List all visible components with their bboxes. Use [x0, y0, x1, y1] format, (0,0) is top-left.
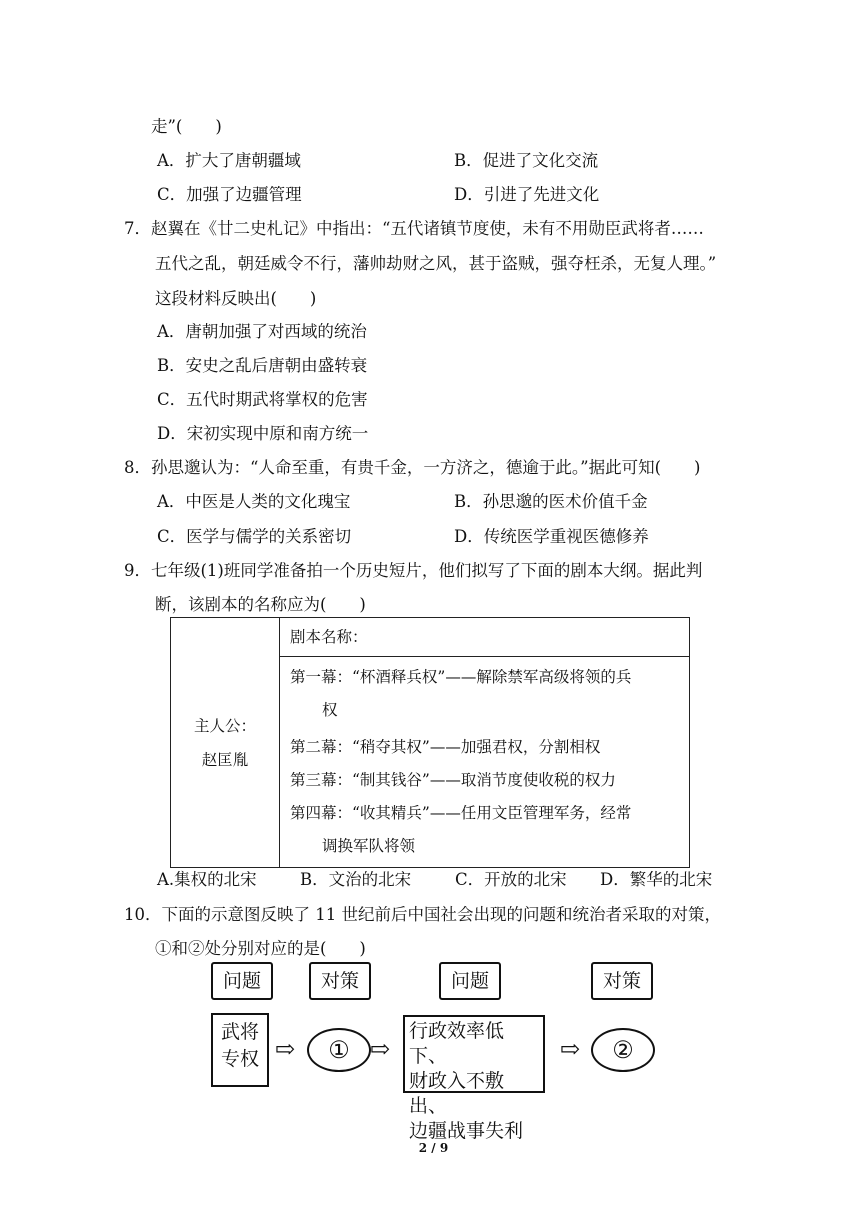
arrow-right-icon: ⇨: [370, 1035, 391, 1063]
problem-1-box: [211, 1013, 269, 1087]
q6-option-b: B．促进了文化交流: [454, 151, 599, 170]
act-4-text: 第四幕：“收其精兵”——任用文臣管理军务，经常: [290, 804, 632, 822]
q9-option-b: B．文治的北宋: [300, 870, 412, 889]
q7-option-d: D．宋初实现中原和南方统一: [157, 424, 369, 443]
q6-tail: 走”( ): [151, 117, 222, 136]
q6-option-d: D．引进了先进文化: [454, 185, 600, 204]
arrow-right-icon: ⇨: [560, 1035, 581, 1063]
q7-stem-line3: 这段材料反映出( ): [155, 289, 317, 308]
act-4: [280, 797, 689, 867]
page-number: 2 / 9: [418, 1141, 449, 1155]
answer-1-oval: ①: [307, 1028, 371, 1072]
act-2: 第二幕：“稍夺其权”——加强君权，分割相权: [290, 738, 601, 756]
q8-stem: 8．孙思邈认为：“人命至重，有贵千金，一方济之，德逾于此。”据此可知( ): [124, 458, 701, 477]
q7-stem-line2: 五代之乱，朝廷威令不行，藩帅劫财之风，甚于盗贼，强夺枉杀，无复人理。”: [155, 254, 717, 273]
act-1-text: 第一幕：“杯酒释兵权”——解除禁军高级将领的兵: [290, 668, 632, 686]
problem-1-line1: 武将: [220, 1021, 259, 1043]
problem-2-box: [403, 1015, 545, 1142]
header-problem-2: 问题: [439, 962, 501, 1000]
q7-stem-line1: 7．赵翼在《廿二史札记》中指出：“五代诸镇节度使，未有不用勋臣武将者……: [124, 219, 704, 238]
q6-option-c: C．加强了边疆管理: [157, 185, 302, 204]
protagonist-name: 赵匡胤: [201, 750, 249, 769]
q9-stem-line2: 断，该剧本的名称应为( ): [155, 595, 366, 614]
q7-option-b: B．安史之乱后唐朝由盛转衰: [157, 356, 368, 375]
protagonist-cell: [171, 618, 280, 868]
q9-option-a: A.集权的北宋: [157, 870, 257, 889]
header-solution-1: 对策: [309, 962, 371, 1000]
act-4-text-cont: 调换军队将领: [322, 837, 416, 855]
act-1-text-cont: 权: [322, 701, 338, 719]
act-3: 第三幕：“制其钱谷”——取消节度使收税的权力: [290, 771, 616, 789]
q7-option-a: A．唐朝加强了对西域的统治: [157, 322, 367, 341]
q10-stem-line2: ①和②处分别对应的是( ): [155, 939, 366, 958]
problem-1-line2: 专权: [220, 1048, 259, 1070]
q9-option-d: D．繁华的北宋: [600, 870, 713, 889]
q9-stem-line1: 9．七年级(1)班同学准备拍一个历史短片，他们拟写了下面的剧本大纲。据此判: [124, 561, 703, 580]
q8-option-b: B．孙思邈的医术价值千金: [454, 492, 648, 511]
script-title-row: 剧本名称：: [280, 618, 689, 657]
q10-stem-line1: 10．下面的示意图反映了 11 世纪前后中国社会出现的问题和统治者采取的对策，: [124, 905, 721, 924]
problem-2-line2: 财政入不敷出、: [409, 1070, 505, 1117]
q9-option-c: C．开放的北宋: [455, 870, 567, 889]
arrow-right-icon: ⇨: [275, 1035, 296, 1063]
header-solution-2: 对策: [591, 962, 653, 1000]
problem-2-line1: 行政效率低下、: [409, 1020, 505, 1067]
q8-option-c: C．医学与儒学的关系密切: [157, 527, 352, 546]
script-outline-table: [170, 617, 690, 868]
protagonist-label: 主人公：: [193, 716, 256, 735]
q8-option-d: D．传统医学重视医德修养: [454, 527, 649, 546]
act-1: [280, 657, 689, 731]
q6-option-a: A．扩大了唐朝疆域: [157, 151, 301, 170]
answer-2-oval: ②: [591, 1028, 655, 1072]
acts-cell: [280, 618, 690, 868]
q8-option-a: A．中医是人类的文化瑰宝: [157, 492, 351, 511]
header-problem-1: 问题: [211, 962, 273, 1000]
q7-option-c: C．五代时期武将掌权的危害: [157, 390, 368, 409]
problem-2-line3: 边疆战事失利: [409, 1120, 524, 1142]
